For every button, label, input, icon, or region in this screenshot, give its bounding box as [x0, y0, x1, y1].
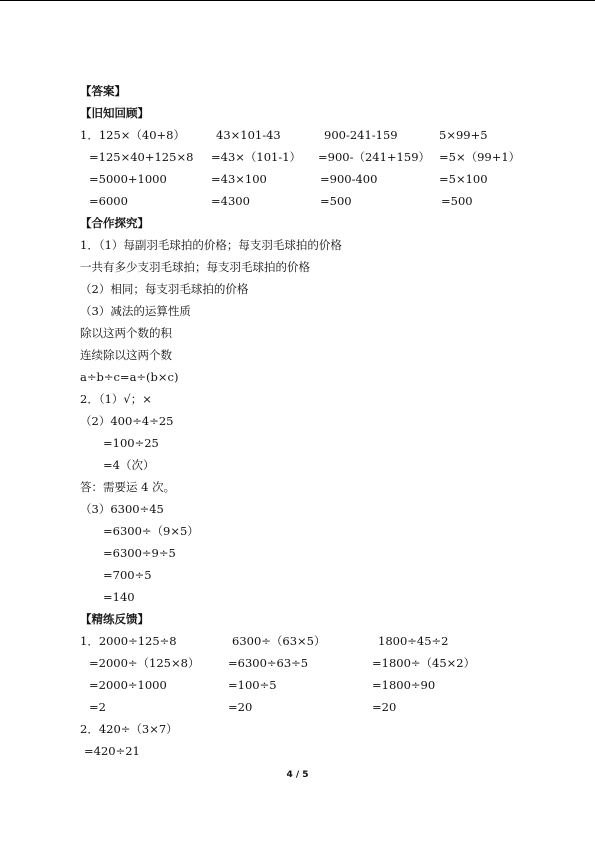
review-r2-c0: =5000+1000 — [89, 172, 167, 186]
practice-r3-c0: =2 — [89, 700, 106, 714]
page-number: 4 / 5 — [286, 770, 309, 780]
practice-r2-c0: =2000÷1000 — [89, 678, 167, 692]
explore-line: 1．（1）每副羽毛球拍的价格；每支羽毛球拍的价格 — [80, 238, 342, 252]
practice-r0-c0: 1．2000÷125÷8 — [80, 634, 177, 648]
answer-heading: 【答案】 — [80, 84, 126, 98]
explore-heading: 【合作探究】 — [80, 216, 149, 230]
review-r0-c0: 1．125×（40+8） — [80, 128, 185, 142]
review-r2-c2: =900-400 — [320, 172, 378, 186]
review-r2-c3: =5×100 — [439, 172, 488, 186]
review-r3-c3: =500 — [441, 194, 473, 208]
review-r2-c1: =43×100 — [211, 172, 267, 186]
practice-r3-c1: =20 — [228, 700, 253, 714]
practice-r0-c2: 1800÷45÷2 — [378, 634, 449, 648]
explore-line: =4（次） — [103, 458, 155, 472]
explore-answer: 答：需要运 4 次。 — [80, 480, 176, 494]
practice-r2-c2: =1800÷90 — [372, 678, 436, 692]
explore-line: 除以这两个数的积 — [80, 326, 172, 340]
review-r1-c0: =125×40+125×8 — [89, 150, 194, 164]
review-r3-c0: =6000 — [89, 194, 128, 208]
review-r0-c1: 43×101-43 — [216, 128, 281, 142]
practice-heading: 【精练反馈】 — [80, 612, 149, 626]
review-r1-c3: =5×（99+1） — [439, 150, 521, 164]
practice-r0-c1: 6300÷（63×5） — [232, 634, 326, 648]
review-r1-c2: =900-（241+159） — [318, 150, 431, 164]
explore-line: （2）400÷4÷25 — [80, 414, 174, 428]
explore-line: =140 — [103, 590, 135, 604]
explore-line: =6300÷（9×5） — [103, 524, 199, 538]
review-r3-c2: =500 — [320, 194, 352, 208]
practice-r2-c1: =100÷5 — [228, 678, 277, 692]
explore-formula: a÷b÷c=a÷(b×c) — [80, 370, 179, 384]
explore-line: （3）减法的运算性质 — [80, 304, 191, 318]
explore-line: =6300÷9÷5 — [103, 546, 176, 560]
review-r0-c2: 900-241-159 — [324, 128, 398, 142]
practice-r1-c1: =6300÷63÷5 — [228, 656, 309, 670]
top-border-line — [0, 0, 595, 1]
practice-q2-line: =420÷21 — [84, 744, 140, 758]
practice-r1-c0: =2000÷（125×8） — [89, 656, 200, 670]
practice-q2-line: 2．420÷（3×7） — [80, 722, 178, 736]
practice-r3-c2: =20 — [372, 700, 397, 714]
practice-r1-c2: =1800÷（45×2） — [372, 656, 476, 670]
review-r3-c1: =4300 — [211, 194, 250, 208]
explore-line: （2）相同；每支羽毛球拍的价格 — [80, 282, 249, 296]
review-heading: 【旧知回顾】 — [80, 106, 149, 120]
explore-line: =100÷25 — [103, 436, 159, 450]
explore-line: =700÷5 — [103, 568, 152, 582]
explore-line: （3）6300÷45 — [80, 502, 164, 516]
review-r1-c1: =43×（101-1） — [211, 150, 302, 164]
explore-line: 2．（1）√；× — [80, 392, 152, 406]
review-r0-c3: 5×99+5 — [439, 128, 488, 142]
explore-line: 一共有多少支羽毛球拍；每支羽毛球拍的价格 — [80, 260, 310, 274]
explore-line: 连续除以这两个数 — [80, 348, 172, 362]
